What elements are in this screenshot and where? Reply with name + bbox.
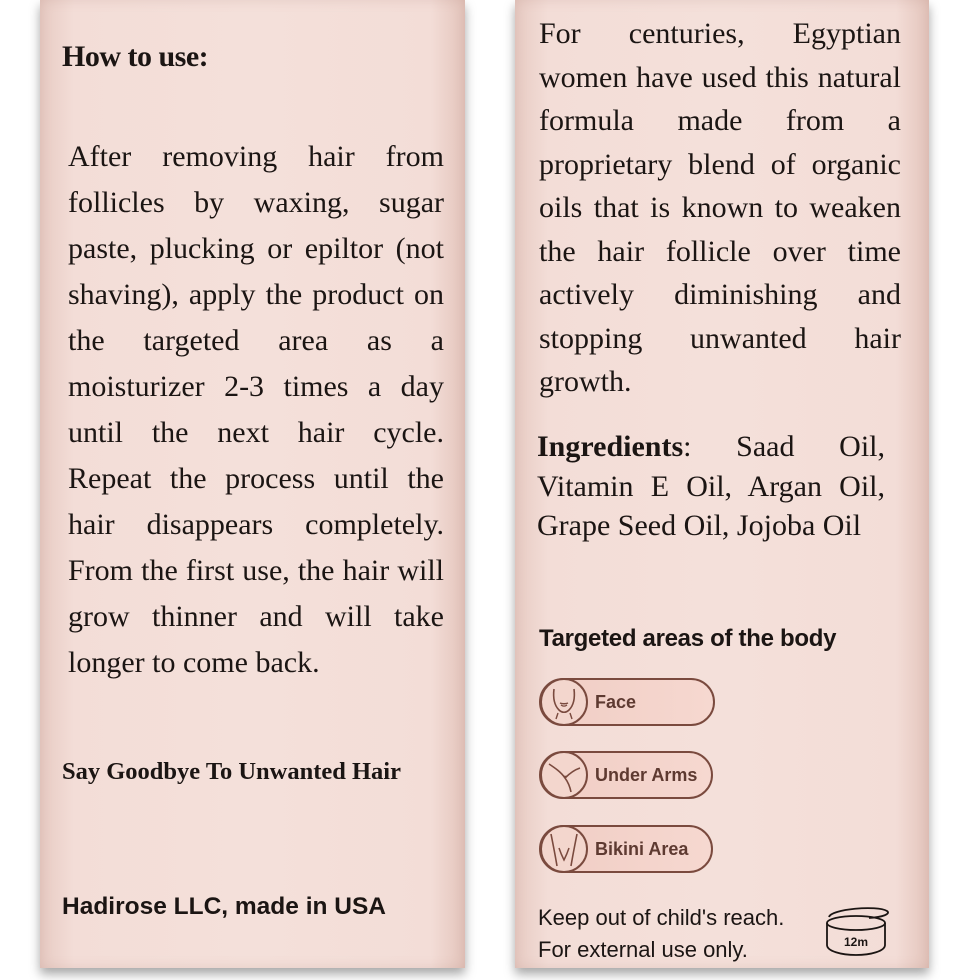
ingredients-list: : Saad Oil, Vitamin E Oil, Argan Oil, Grape Seed Oil, Jojoba Oil: [537, 430, 885, 542]
underarm-icon: [540, 751, 588, 799]
area-label-bikini: Bikini Area: [595, 839, 689, 859]
tagline: Say Goodbye To Unwanted Hair: [62, 758, 401, 785]
area-badge-underarms: [539, 751, 713, 799]
how-to-use-panel: [40, 0, 465, 968]
warning-text: [538, 902, 828, 966]
area-label-underarms: Under Arms: [595, 765, 698, 785]
how-to-use-title-text: How to use: [62, 40, 199, 73]
company-line: Hadirose LLC, made in USA: [62, 893, 387, 920]
bikini-icon: [540, 825, 588, 873]
how-to-use-title: [62, 40, 208, 74]
face-icon: [540, 678, 588, 726]
shelf-life-jar-icon: [821, 905, 891, 957]
warning-line-reach: Keep out of child's reach.: [538, 905, 785, 930]
area-label-face: Face: [595, 692, 637, 712]
warning-line-external: For external use only.: [538, 937, 748, 962]
targeted-areas-title: Targeted areas of the body: [539, 625, 837, 652]
how-to-use-instructions: After removing hair from follicles by waxing, sugar paste, plucking or epiltor (not shaving), apply the product on the targeted area as a moisturizer 2-3 times a day until the next hair cycle. Repeat the process until the hair disappears completely. From the first use, the hair will grow thinner and will take longer to come back.: [68, 140, 444, 679]
ingredients-label: Ingredients: [537, 430, 684, 463]
area-badge-face: [539, 678, 715, 726]
shelf-life-label: 12m: [843, 935, 869, 949]
how-to-use-title-colon: :: [198, 40, 209, 73]
product-story: For centuries, Egyptian women have used this natural formula made from a proprietary blend of organic oils that is known to weaken the hair follicle over time actively diminishing and stopping unwanted hair growth.: [539, 17, 901, 398]
area-badge-bikini: [539, 825, 713, 873]
ingredients-block: [537, 427, 885, 546]
info-panel: [515, 0, 929, 968]
